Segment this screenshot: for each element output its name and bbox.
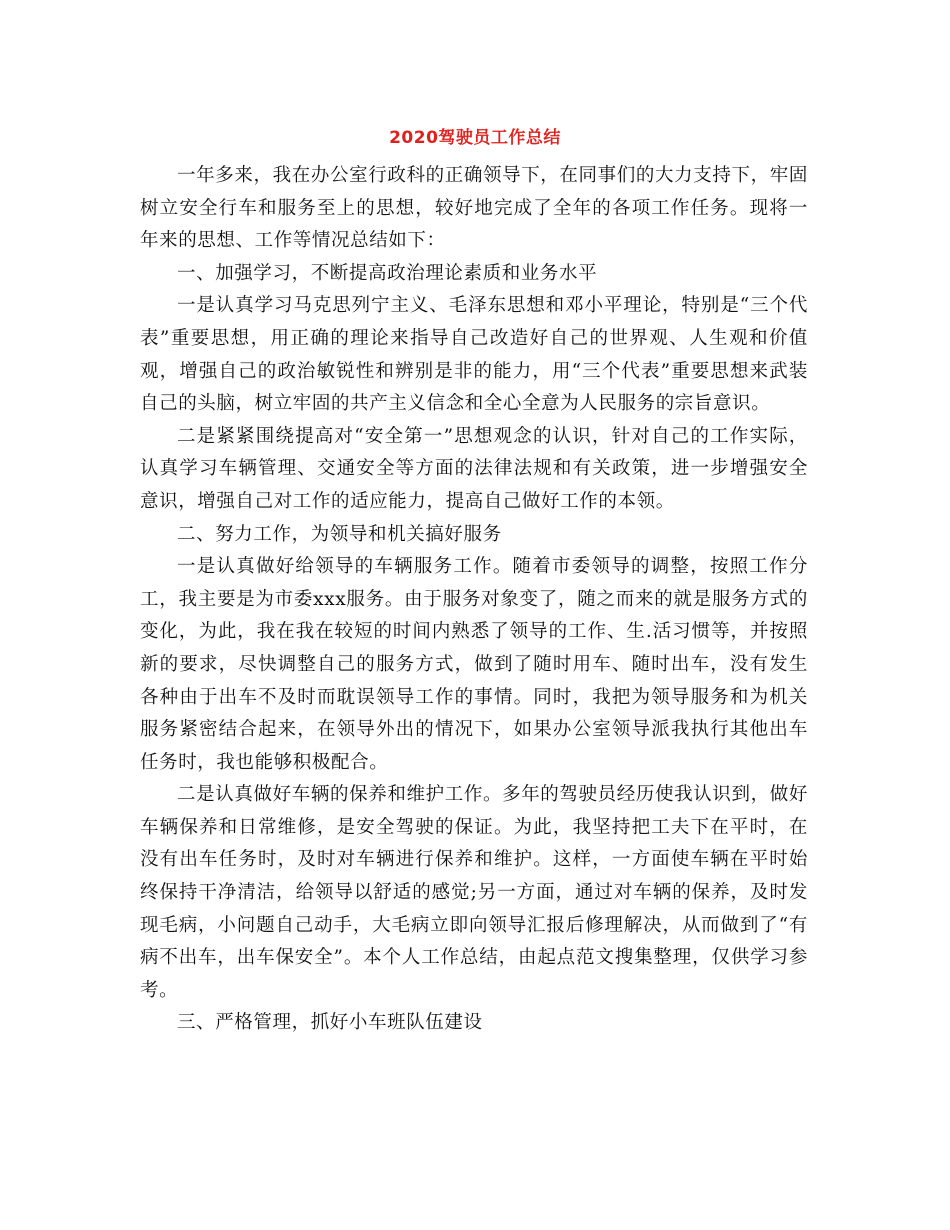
section-heading-3: 三、严格管理，抓好小车班队伍建设 [177,1012,483,1034]
paragraph-safety-first: 二是紧紧围绕提高对“安全第一”思想观念的认识，针对自己的工作实际，认真学习车辆管理、交通安全等方面的法律法规和有关政策，进一步增强安全意识，增强自己对工作的适应能力，提高自己做好工作的本领。 [140,425,808,512]
paragraph-intro: 一年多来，我在办公室行政科的正确领导下，在同事们的大力支持下，牢固树立安全行车和服务至上的思想，较好地完成了全年的各项工作任务。现将一年来的思想、工作等情况总结如下： [140,165,808,252]
document-body [140,160,808,1040]
paragraph-study-theory: 一是认真学习马克思列宁主义、毛泽东思想和邓小平理论，特别是“三个代表”重要思想，用正确的理论来指导自己改造好自己的世界观、人生观和价值观，增强自己的政治敏锐性和辨别是非的能力，用“三个代表”重要思想来武装自己的头脑，树立牢固的共产主义信念和全心全意为人民服务的宗旨意识。 [140,295,808,415]
paragraph-vehicle-maintenance: 二是认真做好车辆的保养和维护工作。多年的驾驶员经历使我认识到，做好车辆保养和日常维修，是安全驾驶的保证。为此，我坚持把工夫下在平时，在没有出车任务时，及时对车辆进行保养和维护。这样，一方面使车辆在平时始终保持干净清洁，给领导以舒适的感觉;另一方面，通过对车辆的保养，及时发现毛病，小问题自己动手，大毛病立即向领导汇报后修理解决，从而做到了“有病不出车，出车保安全”。本个人工作总结，由起点范文搜集整理，仅供学习参考。 [140,784,808,1001]
section-heading-2: 二、努力工作，为领导和机关搞好服务 [177,523,502,545]
paragraph-leader-service: 一是认真做好给领导的车辆服务工作。随着市委领导的调整，按照工作分工，我主要是为市委xxx服务。由于服务对象变了，随之而来的就是服务方式的变化，为此，我在我在较短的时间内熟悉了领导的工作、生.活习惯等，并按照新的要求，尽快调整自己的服务方式，做到了随时用车、随时出车，没有发生各种由于出车不及时而耽误领导工作的事情。同时，我把为领导服务和为机关服务紧密结合起来，在领导外出的情况下，如果办公室领导派我执行其他出车任务时，我也能够积极配合。 [140,556,808,773]
section-heading-1: 一、加强学习，不断提高政治理论素质和业务水平 [177,262,598,284]
document-title: 2020驾驶员工作总结 [389,128,561,148]
